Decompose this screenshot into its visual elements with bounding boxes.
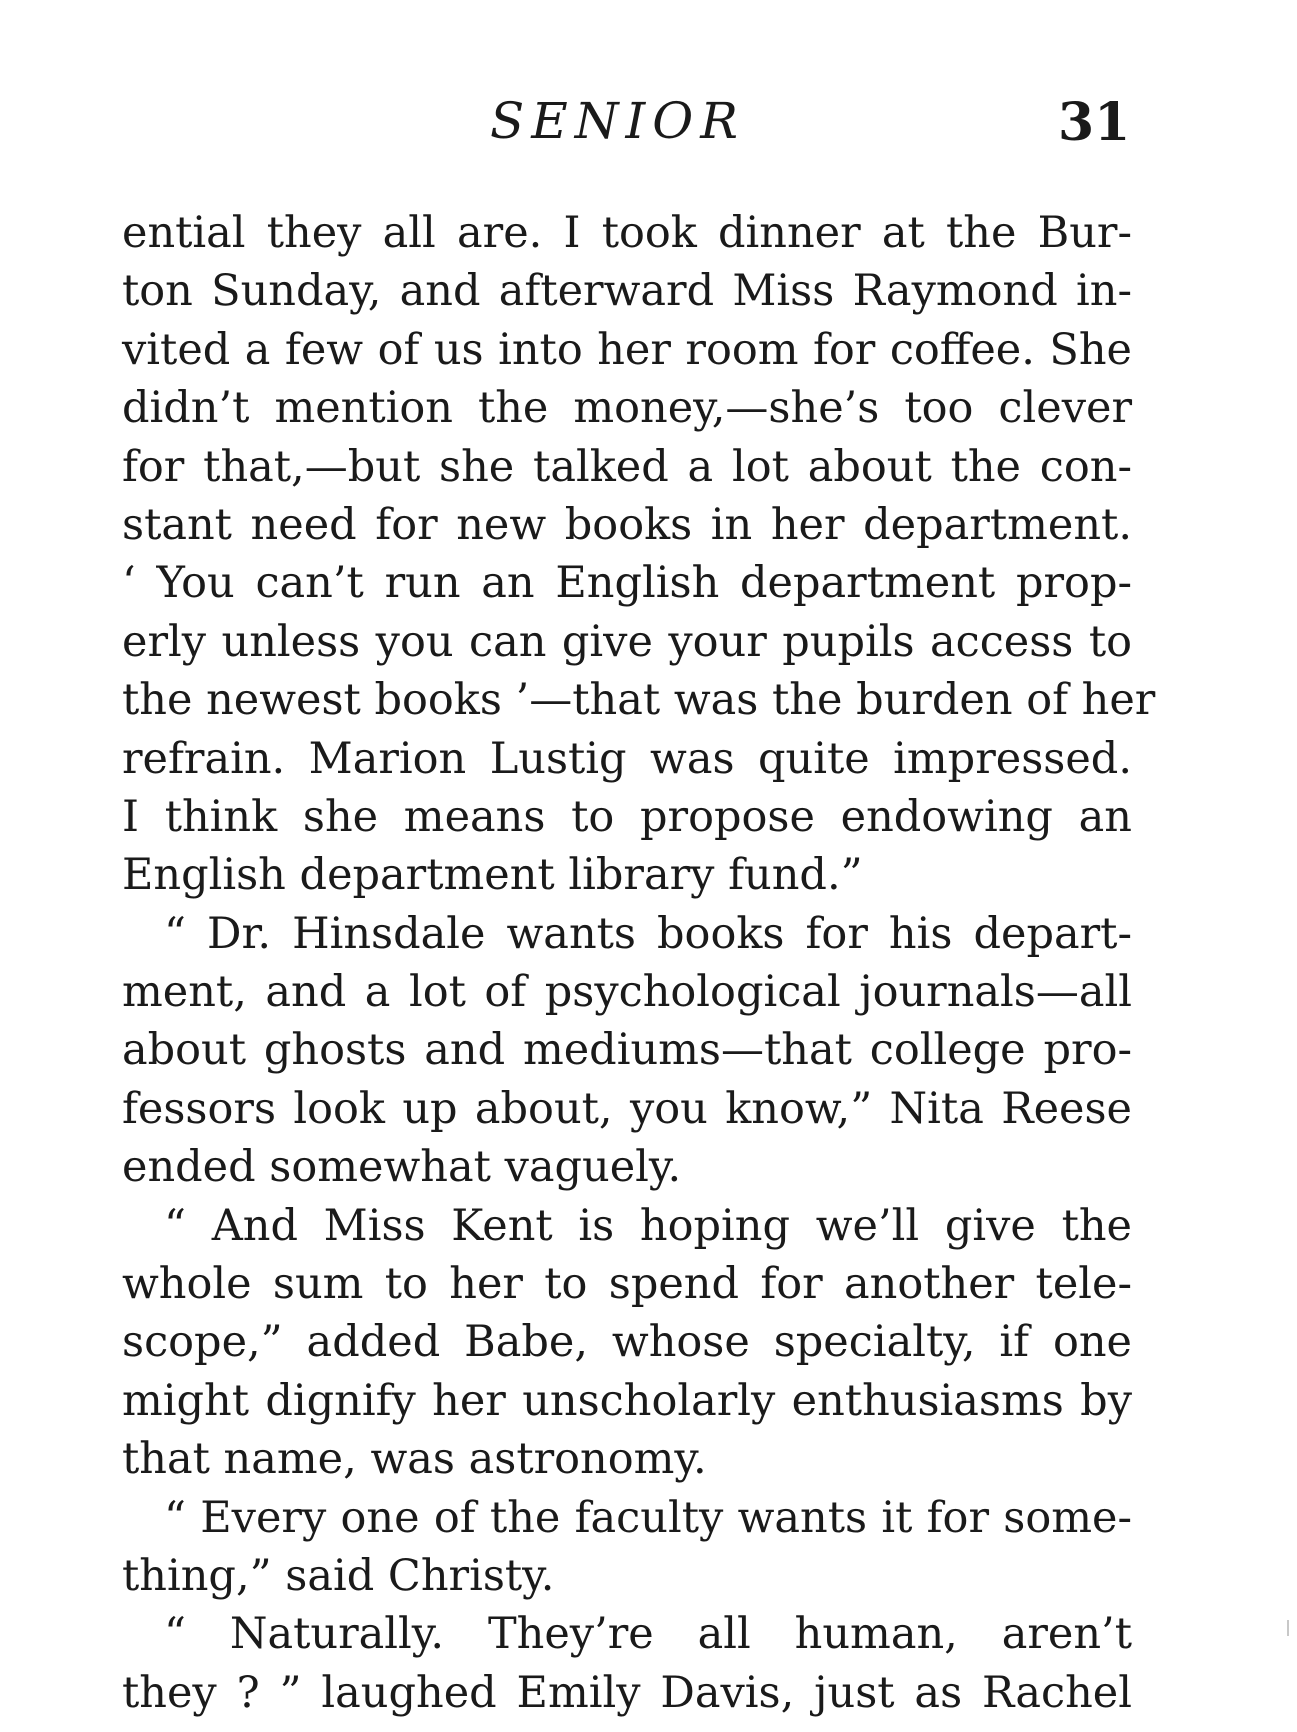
text-line: ended somewhat vaguely. (122, 1142, 682, 1193)
text-line: ton Sunday, and afterward Miss Raymond in- (122, 266, 1132, 317)
text-line: they ? ” laughed Emily Davis, just as Rachel (122, 1667, 1132, 1718)
text-line: the newest books ’—that was the burden of her (122, 675, 1156, 726)
text-line: stant need for new books in her department. (122, 499, 1132, 550)
paragraph-2 (122, 905, 1132, 1197)
text-line: ‘ You can’t run an English department prop- (122, 558, 1132, 609)
text-line: didn’t mention the money,—she’s too clever (122, 383, 1132, 434)
text-line: fessors look up about, you know,” Nita Reese (122, 1083, 1132, 1134)
text-line: “ Dr. Hinsdale wants books for his depart- (164, 908, 1132, 959)
text-line: ential they all are. I took dinner at the Bur- (122, 208, 1132, 258)
text-line: I think she means to propose endowing an (122, 791, 1132, 842)
running-head (0, 86, 1297, 156)
paragraph-5 (122, 1605, 1132, 1722)
text-line: “ Every one of the faculty wants it for some- (164, 1492, 1132, 1543)
text-line: about ghosts and mediums—that college pro- (122, 1025, 1132, 1076)
text-line: that name, was astronomy. (122, 1434, 707, 1485)
text-line: scope,” added Babe, whose specialty, if one (122, 1317, 1132, 1368)
scan-mark (1287, 1620, 1289, 1636)
text-line: ment, and a lot of psychological journals—all (122, 967, 1132, 1018)
paragraph-1 (122, 204, 1156, 905)
paragraph-4 (122, 1489, 1132, 1606)
text-line: thing,” said Christy. (122, 1550, 555, 1601)
text-line: might dignify her unscholarly enthusiasms by (122, 1375, 1132, 1426)
text-line: for that,—but she talked a lot about the con- (122, 441, 1132, 492)
text-line: “ And Miss Kent is hoping we’ll give the (164, 1200, 1132, 1251)
text-line: whole sum to her to spend for another tele- (122, 1259, 1132, 1310)
running-title: SENIOR (490, 92, 745, 150)
text-line: English department library fund.” (122, 850, 863, 901)
paragraph-3 (122, 1197, 1132, 1489)
text-line: refrain. Marion Lustig was quite impressed. (122, 733, 1132, 784)
text-line: erly unless you can give your pupils access to (122, 616, 1132, 667)
body-text (122, 204, 1156, 1722)
text-line: vited a few of us into her room for coffee. She (122, 324, 1132, 375)
text-line: “ Naturally. They’re all human, aren’t (164, 1609, 1132, 1660)
page-number: 31 (1058, 92, 1131, 153)
